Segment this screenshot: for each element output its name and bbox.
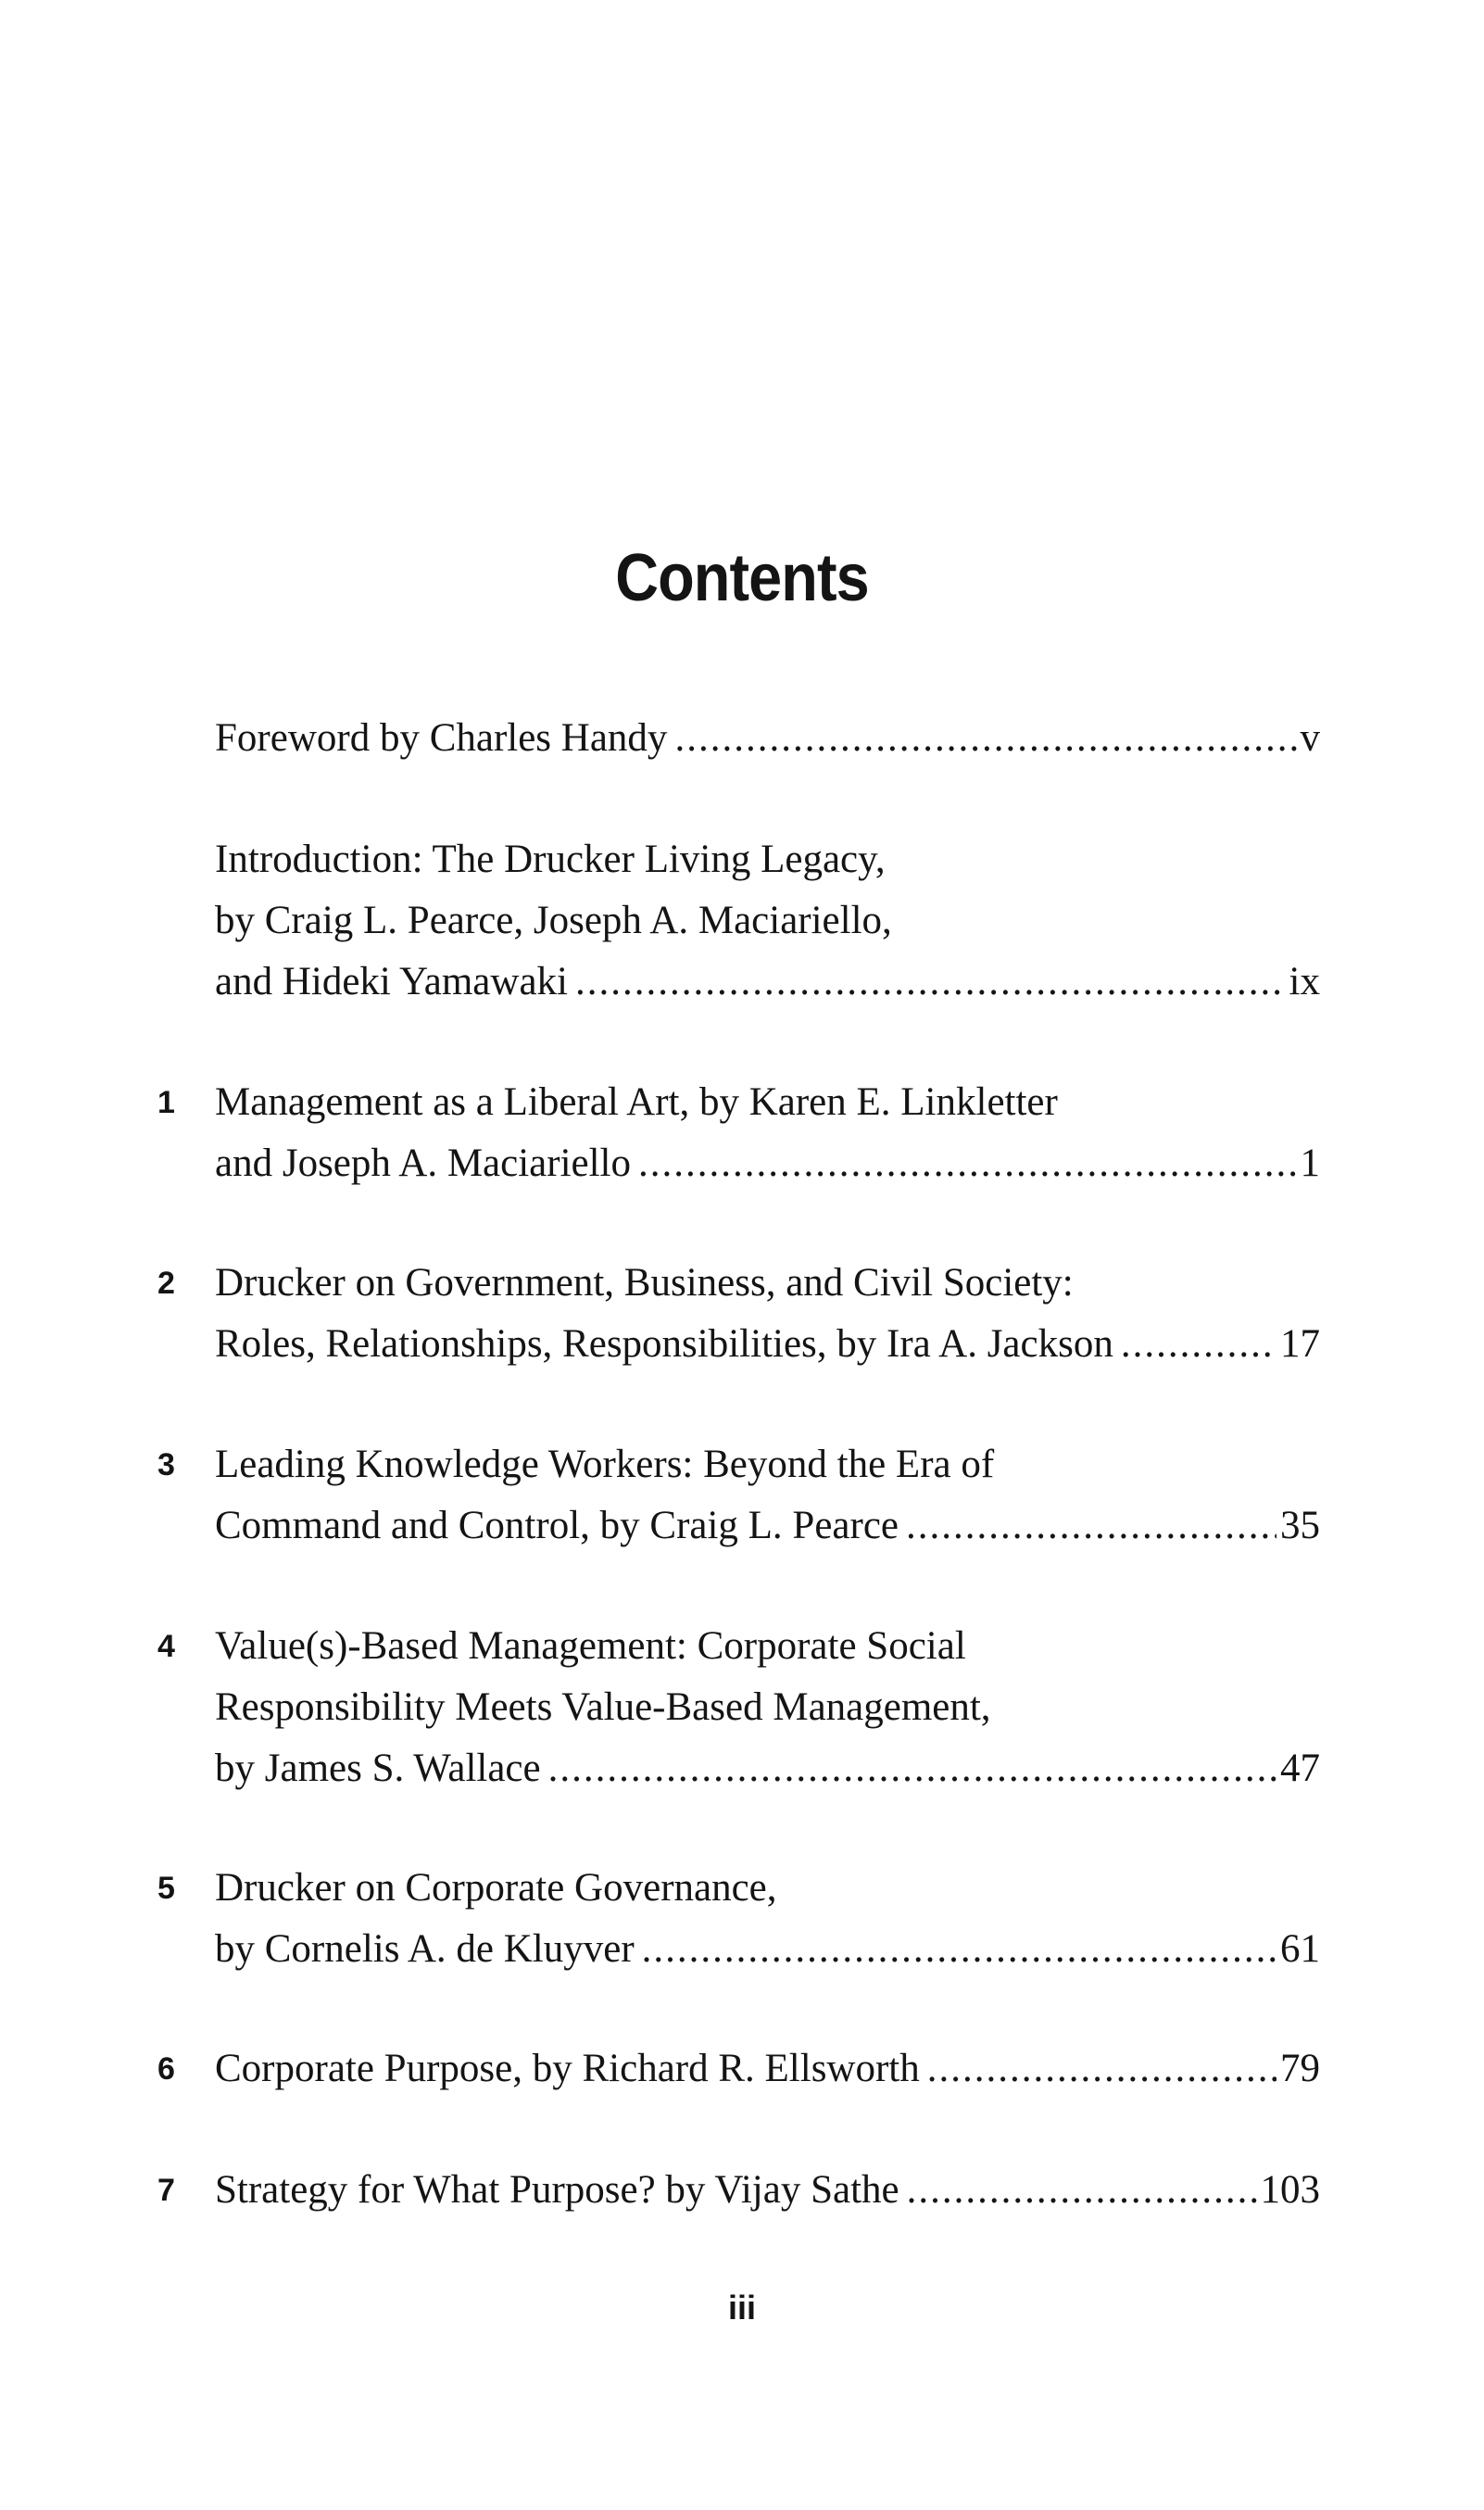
entry-title-line: Leading Knowledge Workers: Beyond the Era of bbox=[215, 1443, 995, 1486]
entry-title: Foreword by Charles Handy bbox=[215, 716, 668, 760]
entry-text bbox=[215, 1858, 1320, 1980]
dot-leader bbox=[674, 708, 1296, 769]
entry-text bbox=[215, 1253, 1320, 1375]
dot-leader bbox=[548, 1738, 1276, 1799]
chapter-number: 1 bbox=[157, 1085, 175, 1120]
page-ref: 35 bbox=[1280, 1504, 1320, 1547]
entry-line bbox=[215, 952, 1320, 1013]
entry-title-line: and Hideki Yamawaki bbox=[215, 960, 568, 1003]
entry-line bbox=[215, 1495, 1320, 1557]
dot-leader bbox=[638, 1133, 1296, 1194]
entry-line bbox=[215, 1133, 1320, 1194]
chapter-number: 4 bbox=[157, 1629, 175, 1664]
entry-line bbox=[215, 2160, 1320, 2221]
entry-line bbox=[215, 1738, 1320, 1799]
page-title: Contents bbox=[615, 541, 869, 616]
dot-leader bbox=[907, 2160, 1257, 2221]
page-ref: 79 bbox=[1280, 2047, 1320, 2090]
entry-title-line: by James S. Wallace bbox=[215, 1747, 541, 1790]
entry-line bbox=[215, 1314, 1320, 1375]
entry-title-line: Drucker on Government, Business, and Civil Society: bbox=[215, 1261, 1074, 1305]
entry-title: Corporate Purpose, by Richard R. Ellsworth bbox=[215, 2047, 920, 2090]
chapter-number: 7 bbox=[157, 2173, 175, 2208]
page-ref: 1 bbox=[1300, 1141, 1320, 1185]
entry-title: Strategy for What Purpose? by Vijay Sathe bbox=[215, 2168, 899, 2212]
page-ref: 17 bbox=[1280, 1322, 1320, 1366]
entry-text bbox=[215, 2038, 1320, 2100]
entry-title-line: and Joseph A. Maciariello bbox=[215, 1141, 632, 1185]
entry-text bbox=[215, 1434, 1320, 1557]
page-number: iii bbox=[727, 2289, 756, 2327]
entry-title-line: Introduction: The Drucker Living Legacy, bbox=[215, 838, 886, 881]
dot-leader bbox=[1121, 1314, 1276, 1375]
page-ref: 47 bbox=[1280, 1747, 1320, 1790]
entry-text bbox=[215, 2160, 1320, 2221]
entry-title-line: Responsibility Meets Value-Based Management, bbox=[215, 1685, 991, 1729]
entry-text bbox=[215, 829, 1320, 1013]
page-ref: ix bbox=[1289, 960, 1320, 1003]
dot-leader bbox=[927, 2038, 1276, 2100]
entry-text bbox=[215, 708, 1320, 769]
entry-title-line: by Craig L. Pearce, Joseph A. Maciariello, bbox=[215, 899, 892, 942]
dot-leader bbox=[642, 1919, 1276, 1980]
entry-title-line: Roles, Relationships, Responsibilities, by Ira A. Jackson bbox=[215, 1322, 1113, 1366]
dot-leader bbox=[575, 952, 1286, 1013]
entry-text bbox=[215, 1072, 1320, 1194]
entry-title-line: Drucker on Corporate Governance, bbox=[215, 1866, 777, 1910]
dot-leader bbox=[906, 1495, 1276, 1557]
entry-title-line: Command and Control, by Craig L. Pearce bbox=[215, 1504, 899, 1547]
entry-text bbox=[215, 1616, 1320, 1799]
entry-line bbox=[215, 2038, 1320, 2100]
chapter-number: 2 bbox=[157, 1266, 175, 1301]
chapter-number: 6 bbox=[157, 2051, 175, 2087]
entry-title-line: Management as a Liberal Art, by Karen E. Linkletter bbox=[215, 1080, 1058, 1124]
page-ref: v bbox=[1300, 716, 1320, 760]
page-ref: 61 bbox=[1280, 1927, 1320, 1971]
entry-line bbox=[215, 708, 1320, 769]
entry-title-line: Value(s)-Based Management: Corporate Social bbox=[215, 1624, 966, 1668]
chapter-number: 5 bbox=[157, 1871, 175, 1906]
entry-title-line: by Cornelis A. de Kluyver bbox=[215, 1927, 635, 1971]
page-ref: 103 bbox=[1260, 2168, 1320, 2212]
chapter-number: 3 bbox=[157, 1447, 175, 1482]
entry-line bbox=[215, 1919, 1320, 1980]
